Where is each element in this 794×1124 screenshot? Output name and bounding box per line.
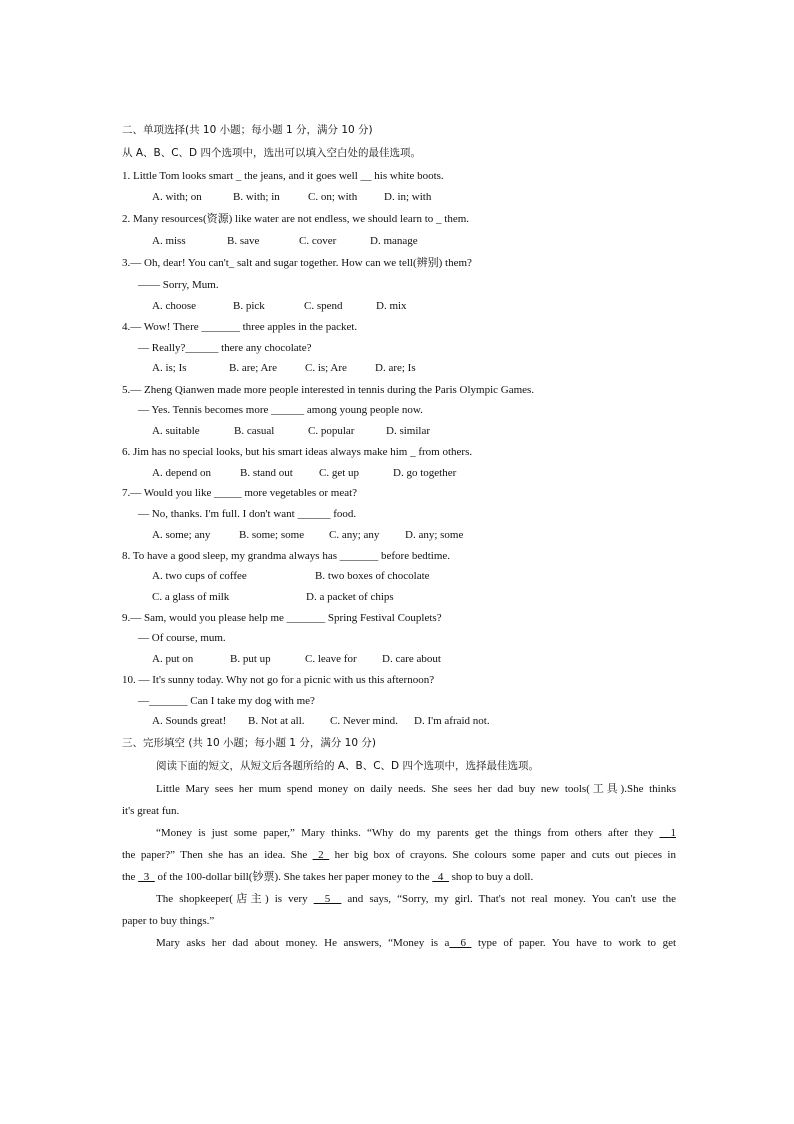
q10-option-b: B. Not at all. (248, 715, 305, 727)
q1-option-b: B. with; in (233, 191, 280, 203)
q3-option-d: D. mix (376, 300, 407, 312)
passage-text: shop to buy a doll. (448, 871, 534, 883)
q2-option-c: C. cover (299, 235, 337, 247)
passage-text: type of paper. You have to work to get (471, 937, 677, 949)
passage-text: Mary asks her dad about money. He answers, “Money is a (156, 937, 450, 949)
passage-text: The shopkeeper(店主) is very (156, 893, 314, 905)
q9-option-c: C. leave for (305, 653, 357, 665)
section-title: 二、单项选择(共 10 小题；每小题 1 分，满分 10 分) (122, 124, 373, 136)
q7-option-c: C. any; any (329, 529, 380, 541)
q4-option-c: C. is; Are (305, 362, 347, 374)
q10-option-d: D. I'm afraid not. (414, 715, 490, 727)
q7-option-b: B. some; some (239, 529, 305, 541)
question-9: 9.— Sam, would you please help me _______ Spring Festival Couplets? (122, 612, 442, 624)
passage-paragraph-2-line-3 (122, 866, 676, 888)
q1-option-a: A. with; on (152, 191, 202, 203)
question-8: 8. To have a good sleep, my grandma always has _______ before bedtime. (122, 550, 451, 562)
passage-line (122, 844, 676, 866)
q3-option-c: C. spend (304, 300, 343, 312)
q2-option-a: A. miss (152, 235, 186, 247)
question-10-reply: —_______ Can I take my dog with me? (138, 695, 315, 707)
question-9-reply: — Of course, mum. (138, 632, 226, 644)
q8-option-a: A. two cups of coffee (152, 570, 247, 582)
blank-2: _2_ (312, 849, 330, 861)
blank-3: _3_ (138, 871, 155, 883)
question-10: 10. — It's sunny today. Why not go for a picnic with us this afternoon? (122, 674, 435, 686)
passage-line (122, 822, 676, 844)
q2-option-d: D. manage (370, 235, 418, 247)
q5-option-a: A. suitable (152, 425, 200, 437)
passage-paragraph-4 (122, 932, 676, 954)
passage-paragraph-1-end (122, 800, 676, 822)
passage-text: of the 100-dollar bill(钞票). She takes her paper money to the (154, 871, 433, 883)
q9-option-a: A. put on (152, 653, 194, 665)
question-6: 6. Jim has no special looks, but his smart ideas always make him _ from others. (122, 446, 473, 458)
passage-text: and says, “Sorry, my girl. That's not real money. You can't use the (341, 893, 676, 905)
passage-text: the paper?” Then she has an idea. She (122, 849, 313, 861)
section-instruction: 阅读下面的短文，从短文后各题所给的 A、B、C、D 四个选项中，选择最佳选项。 (156, 760, 539, 772)
q3-option-b: B. pick (233, 300, 265, 312)
passage-line (122, 866, 676, 888)
question-4-reply: — Really?______ there any chocolate? (138, 342, 312, 354)
passage-text: her big box of crayons. She colours some paper and cuts out pieces in (329, 849, 676, 861)
q8-option-b: B. two boxes of chocolate (315, 570, 430, 582)
passage-paragraph-3-end (122, 910, 676, 932)
passage-text: “Money is just some paper,” Mary thinks. “Why do my parents get the things from others after they (156, 827, 660, 839)
question-7: 7.— Would you like _____ more vegetables or meat? (122, 487, 358, 499)
question-2: 2. Many resources(资源) like water are not endless, we should learn to _ them. (122, 213, 470, 225)
q6-option-b: B. stand out (240, 467, 293, 479)
question-5: 5.— Zheng Qianwen made more people interested in tennis during the Paris Olympic Games. (122, 384, 535, 396)
question-5-reply: — Yes. Tennis becomes more ______ among young people now. (138, 404, 423, 416)
question-4: 4.— Wow! There _______ three apples in the packet. (122, 321, 358, 333)
passage-line (122, 888, 676, 910)
q5-option-d: D. similar (386, 425, 430, 437)
passage-line: it's great fun. (122, 805, 180, 817)
q7-option-d: D. any; some (405, 529, 464, 541)
question-1: 1. Little Tom looks smart _ the jeans, and it goes well __ his white boots. (122, 170, 444, 182)
q8-option-d: D. a packet of chips (306, 591, 394, 603)
blank-1: __1 (659, 827, 676, 839)
passage-line (122, 932, 676, 954)
q9-option-d: D. care about (382, 653, 441, 665)
q3-option-a: A. choose (152, 300, 196, 312)
q1-option-c: C. on; with (308, 191, 358, 203)
q4-option-b: B. are; Are (229, 362, 277, 374)
q5-option-b: B. casual (234, 425, 275, 437)
q10-option-c: C. Never mind. (330, 715, 398, 727)
question-3-reply: —— Sorry, Mum. (138, 279, 219, 291)
passage-text: the (122, 871, 139, 883)
q6-option-c: C. get up (319, 467, 360, 479)
q6-option-a: A. depend on (152, 467, 211, 479)
passage-line: Little Mary sees her mum spend money on daily needs. She sees her dad buy new tools(工具).She thinks (156, 783, 676, 795)
passage-paragraph-3 (122, 888, 676, 910)
blank-5: __5__ (313, 893, 342, 905)
q6-option-d: D. go together (393, 467, 457, 479)
section-title: 三、完形填空 (共 10 小题；每小题 1 分，满分 10 分) (122, 737, 376, 749)
blank-4: _4_ (432, 871, 449, 883)
q9-option-b: B. put up (230, 653, 271, 665)
q10-option-a: A. Sounds great! (152, 715, 227, 727)
q4-option-a: A. is; Is (152, 362, 187, 374)
q4-option-d: D. are; Is (375, 362, 416, 374)
blank-6: __6_ (449, 937, 472, 949)
passage-paragraph-2-line-2 (122, 844, 676, 866)
passage-paragraph-1 (122, 778, 676, 800)
section-instruction: 从 A、B、C、D 四个选项中，选出可以填入空白处的最佳选项。 (122, 147, 421, 159)
passage-paragraph-2 (122, 822, 676, 844)
q5-option-c: C. popular (308, 425, 355, 437)
q8-option-c: C. a glass of milk (152, 591, 230, 603)
question-7-reply: — No, thanks. I'm full. I don't want ______ food. (138, 508, 357, 520)
passage-line: paper to buy things.” (122, 915, 215, 927)
q1-option-d: D. in; with (384, 191, 432, 203)
q7-option-a: A. some; any (152, 529, 211, 541)
question-3: 3.— Oh, dear! You can't_ salt and sugar together. How can we tell(辨别) them? (122, 257, 472, 269)
q2-option-b: B. save (227, 235, 260, 247)
